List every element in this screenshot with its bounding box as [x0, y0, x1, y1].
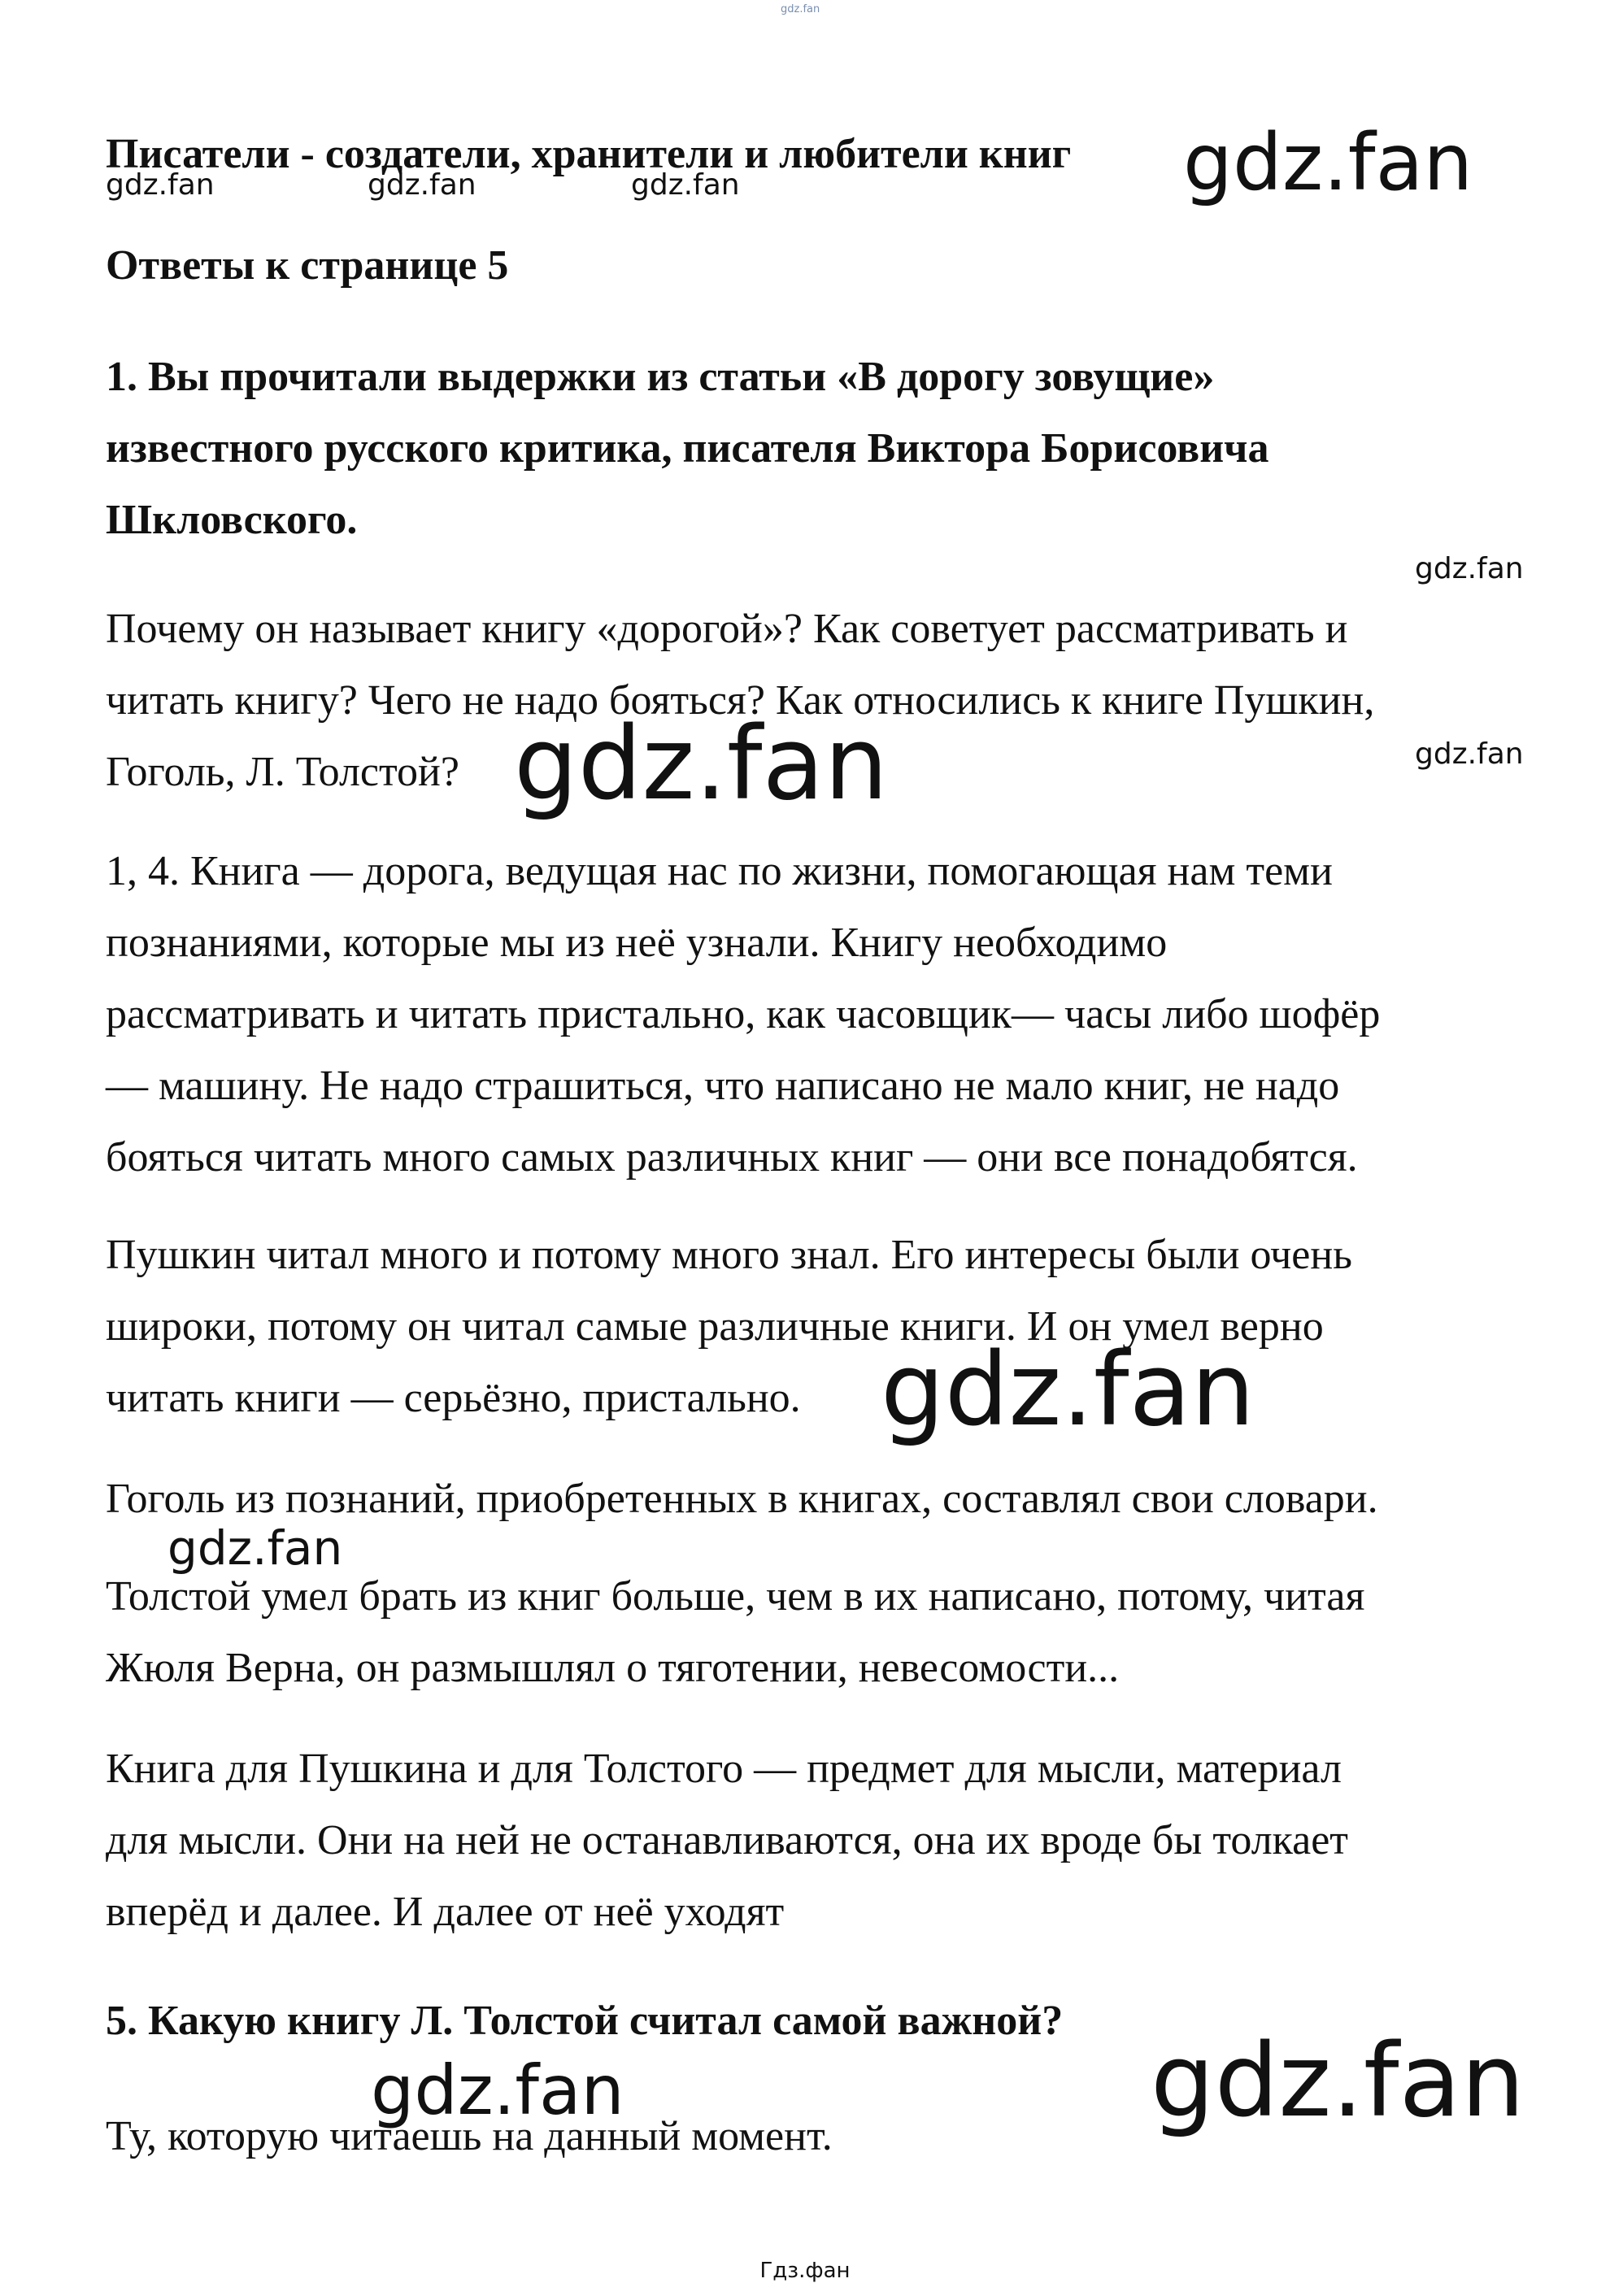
watermark-text: gdz.fan [1183, 117, 1473, 208]
answer-line: Жюля Верна, он размышлял о тяготении, невесомости... [106, 1645, 1120, 1691]
question-1 [106, 341, 1545, 556]
answer-line: Пушкин читал много и потому много знал. Его интересы были очень [106, 1232, 1352, 1278]
top-tiny-watermark: gdz.fan [781, 3, 820, 15]
answer-paragraph-1 [106, 836, 1545, 1194]
answer-paragraph-5 [106, 1733, 1545, 1948]
answer-line: широки, потому он читал самые различные книги. И он умел верно [106, 1303, 1324, 1350]
watermark-text: gdz.fan [1151, 2023, 1525, 2140]
watermark-text: gdz.fan [368, 168, 476, 202]
answer-line: для мысли. Они на ней не останавливаются, она их вроде бы толкает [106, 1817, 1349, 1863]
answer-line: — машину. Не надо страшиться, что написано не мало книг, не надо [106, 1063, 1340, 1109]
answer-line: бояться читать много самых различных книг — они все понадобятся. [106, 1134, 1358, 1181]
watermark-text: gdz.fan [168, 1520, 343, 1576]
question-1-line: Шкловского. [106, 497, 358, 543]
answer-line: Гоголь из познаний, приобретенных в книгах, составлял свои словари. [106, 1476, 1378, 1522]
answer-question-5: Ту, которую читаешь на данный момент. [106, 2113, 833, 2159]
question-1-line: 1. Вы прочитали выдержки из статьи «В дорогу зовущие» [106, 354, 1215, 400]
page-footer: Гдз.фан [759, 2259, 851, 2283]
answer-paragraph-2 [106, 1220, 1545, 1434]
answer-line: познаниями, которые мы из неё узнали. Книгу необходимо [106, 920, 1168, 966]
answer-line: читать книги — серьёзно, пристально. [106, 1375, 801, 1421]
watermark-text: gdz.fan [1415, 552, 1524, 585]
page-subtitle: Ответы к странице 5 [106, 242, 509, 289]
prompt-line: Почему он называет книгу «дорогой»? Как советует рассматривать и [106, 606, 1348, 652]
question-5: 5. Какую книгу Л. Толстой считал самой важной? [106, 1998, 1064, 2044]
watermark-text: gdz.fan [631, 168, 740, 202]
question-1-line: известного русского критика, писателя Виктора Борисовича [106, 425, 1269, 472]
answer-line: вперёд и далее. И далее от неё уходят [106, 1889, 785, 1935]
answer-paragraph-4 [106, 1561, 1545, 1704]
page-title: Писатели - создатели, хранители и любители книг [106, 131, 1072, 177]
prompt-line: Гоголь, Л. Толстой? [106, 749, 459, 795]
answer-line: 1, 4. Книга — дорога, ведущая нас по жизни, помогающая нам теми [106, 848, 1333, 894]
watermark-text: gdz.fan [1415, 737, 1524, 771]
prompt-line: читать книгу? Чего не надо бояться? Как относились к книге Пушкин, [106, 677, 1375, 724]
watermark-text: gdz.fan [881, 1332, 1255, 1449]
watermark-text: gdz.fan [106, 168, 215, 202]
watermark-text: gdz.fan [514, 706, 889, 823]
watermark-text: gdz.fan [371, 2050, 624, 2130]
answer-line: рассматривать и читать пристально, как часовщик— часы либо шофёр [106, 991, 1381, 1037]
answer-line: Толстой умел брать из книг больше, чем в их написано, потому, читая [106, 1573, 1365, 1620]
answer-line: Книга для Пушкина и для Толстого — предмет для мысли, материал [106, 1746, 1342, 1792]
